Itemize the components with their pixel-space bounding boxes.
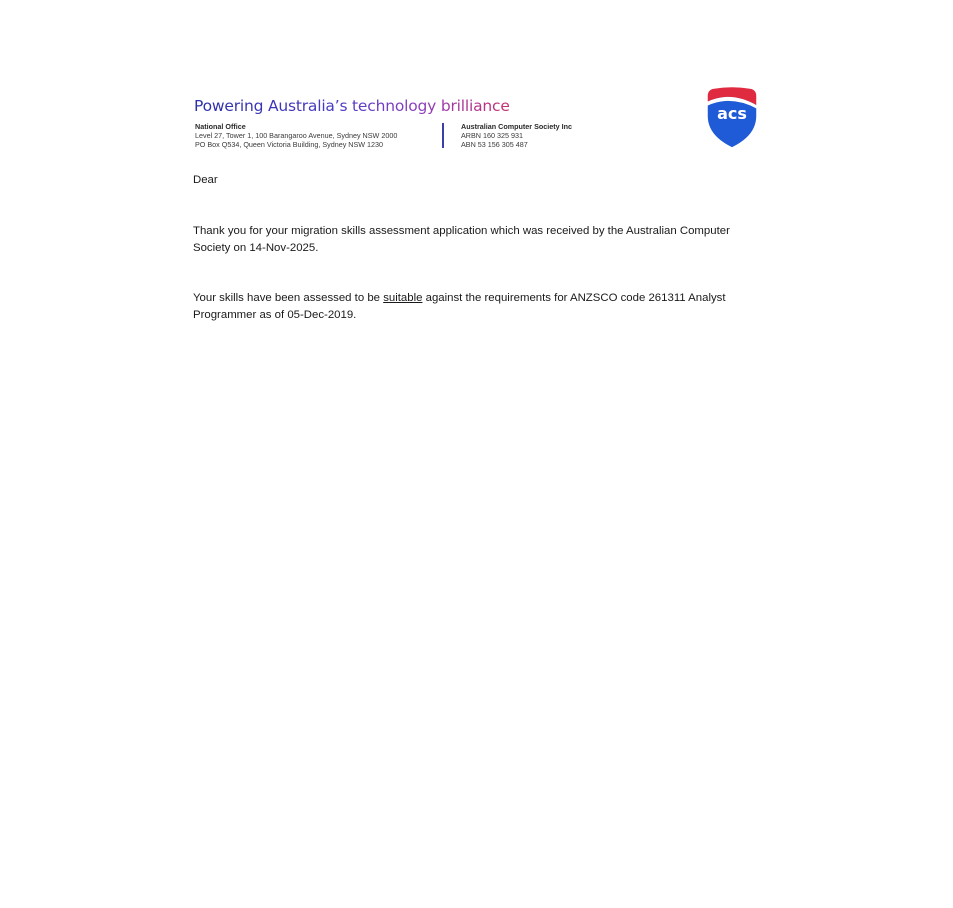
arbn-number: ARBN 160 325 931 [461,131,523,140]
office-address [195,122,397,149]
paragraph-receipt: Thank you for your migration skills assessment application which was received by the Australian Computer Society on 14-Nov-2025. [193,225,730,254]
society-details [461,122,572,149]
assessment-outcome: suitable [383,292,423,304]
salutation: Dear [193,174,218,186]
assessment-text-end: against the requirements for ANZSCO code 261311 Analyst Programmer as of 05-Dec-2019. [193,292,726,321]
assessment-text-start: Your skills have been assessed to be [193,292,384,304]
acs-logo [703,86,761,150]
letterhead-divider [442,123,444,148]
society-name: Australian Computer Society Inc [461,122,573,131]
office-address-line-1: Level 27, Tower 1, 100 Barangaroo Avenue, Sydney NSW 2000 [195,131,398,140]
logo-text: acs [717,104,747,123]
office-heading: National Office [195,122,246,131]
abn-number: ABN 53 156 305 487 [461,140,528,149]
paragraph-assessment [193,290,753,324]
tagline: Powering Australia’s technology brilliance [194,97,510,115]
office-address-line-2: PO Box Q534, Queen Victoria Building, Sydney NSW 1230 [195,140,384,149]
letterhead [0,0,953,160]
